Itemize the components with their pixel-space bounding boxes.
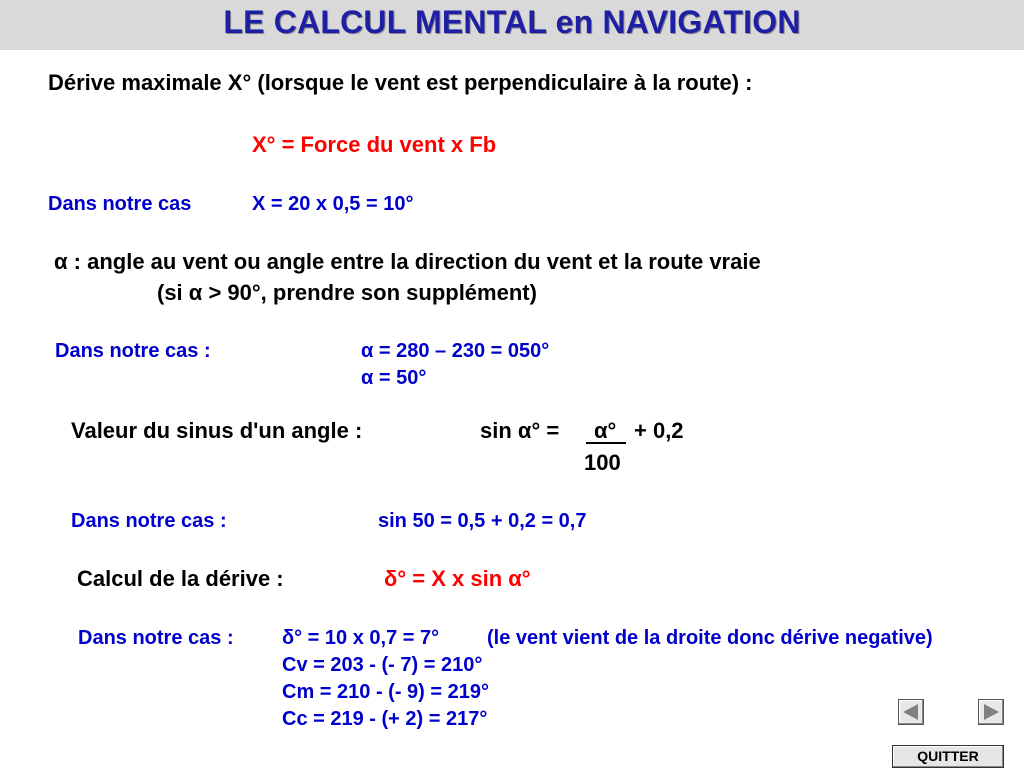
triangle-left-icon: [903, 704, 918, 720]
alpha-symbol: α: [508, 566, 522, 591]
sinus-formula: [480, 418, 559, 444]
sinus-numerator-deg: °: [607, 418, 617, 443]
calcul-derive-line-4: Cc = 219 - (+ 2) = 217°: [282, 708, 488, 730]
quit-button[interactable]: QUITTER: [892, 745, 1004, 768]
alpha-example-value-1: [361, 340, 549, 363]
triangle-right-icon: [984, 704, 999, 720]
alpha-note-suffix: > 90°, prendre son supplément): [202, 280, 537, 305]
calcul-derive-line-3: Cm = 210 - (- 9) = 219°: [282, 681, 489, 703]
sinus-formula-left: sin: [480, 418, 518, 443]
alpha-symbol: α: [594, 418, 608, 443]
alpha-symbol: α: [188, 280, 203, 305]
alpha-example-label: Dans notre cas :: [55, 340, 211, 362]
calcul-derive-formula-right: °: [521, 566, 531, 591]
derive-max-heading: Dérive maximale X° (lorsque le vent est perpendiculaire à la route) :: [48, 70, 753, 95]
sinus-formula-eq: ° =: [531, 418, 560, 443]
calcul-derive-line-2: Cv = 203 - (- 7) = 210°: [282, 654, 483, 676]
next-button[interactable]: [978, 699, 1004, 725]
alpha-symbol: α: [54, 249, 68, 274]
sinus-numerator: [594, 418, 616, 444]
alpha-definition: [54, 249, 761, 275]
calcul-derive-line-1: δ° = 10 x 0,7 = 7°: [282, 627, 440, 649]
title-bar: [0, 0, 1024, 50]
alpha-note: [157, 280, 537, 306]
alpha-definition-text: : angle au vent ou angle entre la direction du vent et la route vraie: [73, 249, 761, 274]
derive-max-example-label: Dans notre cas: [48, 193, 192, 215]
derive-max-example-value: X = 20 x 0,5 = 10°: [252, 193, 414, 215]
sinus-example-value: sin 50 = 0,5 + 0,2 = 0,7: [378, 510, 587, 532]
calcul-derive-example-label: Dans notre cas :: [78, 627, 234, 649]
previous-button[interactable]: [898, 699, 924, 725]
sinus-example-label: Dans notre cas :: [71, 510, 227, 532]
sinus-plus-term: + 0,2: [634, 418, 684, 443]
calcul-derive-formula: [384, 566, 531, 592]
calcul-derive-heading: Calcul de la dérive :: [77, 566, 284, 591]
calcul-derive-formula-left: δ° = X x sin: [384, 566, 509, 591]
alpha-example-value-2: [361, 367, 426, 390]
alpha-symbol: α: [361, 367, 374, 389]
fraction-bar: [586, 442, 626, 444]
alpha-symbol: α: [361, 340, 374, 362]
derive-max-formula: X° = Force du vent x Fb: [252, 132, 497, 157]
alpha-note-prefix: (si: [157, 280, 189, 305]
alpha-example-value-1-text: = 280 – 230 = 050°: [378, 340, 550, 362]
page-title: LE CALCUL MENTAL en NAVIGATION: [223, 4, 801, 40]
sinus-denominator: 100: [584, 450, 621, 475]
sinus-heading: Valeur du sinus d'un angle :: [71, 418, 363, 443]
calcul-derive-line-1-note: (le vent vient de la droite donc dérive negative): [487, 627, 933, 649]
alpha-example-value-2-text: = 50°: [378, 367, 427, 389]
alpha-symbol: α: [517, 418, 532, 443]
